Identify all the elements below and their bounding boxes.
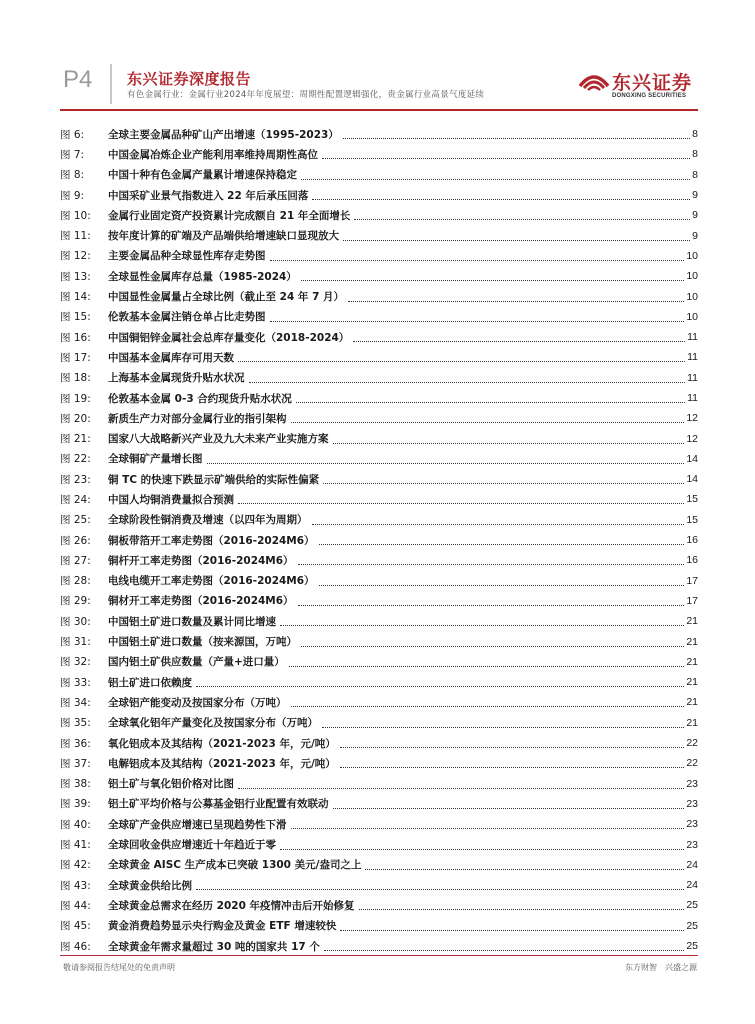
figure-title: 全球黄金 AISC 生产成本已突破 1300 美元/盎司之上	[108, 859, 362, 872]
dot-leader	[291, 705, 685, 707]
figure-title: 中国铝土矿进口数量及累计同比增速	[108, 615, 276, 628]
toc-entry[interactable]	[60, 469, 698, 489]
figure-label: 图 35:	[60, 717, 91, 730]
dot-leader	[249, 381, 686, 383]
logo-mark-icon	[578, 64, 610, 96]
figure-label: 图 16:	[60, 331, 91, 344]
figure-label: 图 45:	[60, 920, 91, 933]
dot-leader	[354, 218, 690, 220]
dot-leader	[340, 746, 685, 748]
toc-entry[interactable]	[60, 408, 698, 428]
page-reference: 16	[686, 554, 698, 567]
figure-label: 图 10:	[60, 209, 91, 222]
figure-title: 中国十种有色金属产量累计增速保持稳定	[108, 169, 297, 182]
figure-title: 上海基本金属现货升贴水状况	[108, 372, 245, 385]
figure-title: 中国金属冶炼企业产能利用率维持周期性高位	[108, 148, 318, 161]
header-rule	[60, 109, 698, 111]
figure-label: 图 30:	[60, 615, 91, 628]
figure-label: 图 36:	[60, 737, 91, 750]
toc-entry[interactable]	[60, 672, 698, 692]
figure-title: 伦敦基本金属注销仓单占比走势图	[108, 311, 266, 324]
report-subtitle: 有色金属行业：金属行业2024年年度展望：周期性配置逻辑强化，贵金属行业高景气度延续	[127, 90, 485, 100]
dot-leader	[291, 421, 685, 423]
page-reference: 16	[686, 534, 698, 547]
footer-slogan: 东方财智 兴盛之源	[625, 963, 697, 972]
dot-leader	[296, 401, 685, 403]
toc-entry[interactable]	[60, 428, 698, 448]
figure-label: 图 41:	[60, 839, 91, 852]
dot-leader	[353, 340, 685, 342]
figure-label: 图 25:	[60, 514, 91, 527]
figure-label: 图 24:	[60, 493, 91, 506]
dot-leader	[340, 766, 685, 768]
toc-entry[interactable]	[60, 875, 698, 895]
dot-leader	[280, 624, 684, 626]
figure-title: 全球主要金属品种矿山产出增速（1995-2023）	[108, 128, 339, 141]
toc-entry[interactable]	[60, 814, 698, 834]
dot-leader	[324, 949, 684, 951]
dot-leader	[319, 584, 685, 586]
page-reference: 21	[686, 635, 698, 648]
dot-leader	[301, 645, 684, 647]
toc-entry[interactable]	[60, 550, 698, 570]
dot-leader	[298, 604, 685, 606]
toc-entry[interactable]	[60, 855, 698, 875]
figure-label: 图 27:	[60, 554, 91, 567]
page-reference: 21	[686, 615, 698, 628]
page-reference: 11	[687, 351, 698, 364]
figure-label: 图 34:	[60, 696, 91, 709]
figure-label: 图 23:	[60, 473, 91, 486]
figure-title: 伦敦基本金属 0-3 合约现货升贴水状况	[108, 392, 292, 405]
dot-leader	[298, 563, 685, 565]
toc-entry[interactable]	[60, 631, 698, 651]
toc-entry[interactable]	[60, 286, 698, 306]
dot-leader	[340, 929, 684, 931]
figure-label: 图 39:	[60, 798, 91, 811]
figure-title: 全球铜矿产量增长图	[108, 453, 203, 466]
toc-entry[interactable]	[60, 611, 698, 631]
page-reference: 24	[686, 858, 698, 871]
toc-entry[interactable]	[60, 774, 698, 794]
figure-label: 图 37:	[60, 757, 91, 770]
figure-label: 图 29:	[60, 595, 91, 608]
dot-leader	[238, 360, 685, 362]
dot-leader	[270, 259, 685, 261]
dot-leader	[238, 502, 684, 504]
page-reference: 22	[686, 757, 698, 770]
page-reference: 21	[686, 696, 698, 709]
figure-title: 铜 TC 的快速下跌显示矿端供给的实际性偏紧	[108, 473, 320, 486]
figure-title: 铝土矿进口依赖度	[108, 676, 192, 689]
dot-leader	[196, 888, 684, 890]
header-divider	[110, 64, 112, 104]
page-reference: 17	[686, 594, 698, 607]
page-reference: 10	[686, 270, 698, 283]
toc-entry[interactable]	[60, 449, 698, 469]
figure-label: 图 17:	[60, 351, 91, 364]
toc-entry[interactable]	[60, 388, 698, 408]
figure-title: 氧化铝成本及其结构（2021-2023 年，元/吨）	[108, 737, 336, 750]
toc-entry[interactable]	[60, 489, 698, 509]
toc-entry[interactable]	[60, 733, 698, 753]
page-reference: 23	[686, 797, 698, 810]
figure-title: 国家八大战略新兴产业及九大未来产业实施方案	[108, 433, 329, 446]
dot-leader	[322, 726, 684, 728]
toc-entry[interactable]	[60, 347, 698, 367]
page-reference: 14	[686, 452, 698, 465]
page-reference: 25	[686, 940, 698, 953]
page-reference: 21	[686, 655, 698, 668]
toc-entry[interactable]	[60, 368, 698, 388]
dot-leader	[270, 320, 685, 322]
page-reference: 9	[692, 209, 698, 222]
toc-entry[interactable]	[60, 225, 698, 245]
figure-title: 铜杆开工率走势图（2016-2024M6）	[108, 554, 294, 567]
figure-label: 图 9:	[60, 189, 85, 202]
page-reference: 11	[687, 331, 698, 344]
figure-title: 中国人均铜消费量拟合预测	[108, 493, 234, 506]
dot-leader	[301, 279, 685, 281]
figure-label: 图 43:	[60, 879, 91, 892]
page-reference: 12	[686, 432, 698, 445]
toc-entry[interactable]	[60, 692, 698, 712]
page-reference: 22	[686, 737, 698, 750]
figure-label: 图 20:	[60, 412, 91, 425]
figure-label: 图 33:	[60, 676, 91, 689]
footer-disclaimer: 敬请参阅报告结尾处的免责声明	[63, 963, 175, 972]
figure-title: 电解铝成本及其结构（2021-2023 年，元/吨）	[108, 757, 336, 770]
figure-label: 图 46:	[60, 940, 91, 953]
page-reference: 25	[686, 919, 698, 932]
toc-entry[interactable]	[60, 591, 698, 611]
dot-leader	[291, 827, 685, 829]
dot-leader	[323, 482, 684, 484]
page-reference: 10	[686, 310, 698, 323]
figure-label: 图 26:	[60, 534, 91, 547]
figure-title: 中国铜铝锌金属社会总库存量变化（2018-2024）	[108, 331, 350, 344]
toc-entry[interactable]	[60, 205, 698, 225]
figure-title: 按年度计算的矿端及产品端供给增速缺口显现放大	[108, 230, 339, 243]
page-reference: 11	[687, 392, 698, 404]
dot-leader	[238, 787, 684, 789]
toc-entry[interactable]	[60, 895, 698, 915]
figure-label: 图 12:	[60, 250, 91, 263]
figure-label: 图 22:	[60, 453, 91, 466]
toc-entry[interactable]	[60, 246, 698, 266]
logo-text-en: DONGXING SECURITIES	[612, 93, 687, 99]
figure-title: 铝土矿平均价格与公募基金铝行业配置有效联动	[108, 798, 329, 811]
company-logo	[578, 62, 698, 106]
figure-label: 图 40:	[60, 818, 91, 831]
page-reference: 21	[686, 716, 698, 729]
dot-leader	[348, 300, 684, 302]
toc-entry[interactable]	[60, 144, 698, 164]
toc-entry[interactable]	[60, 713, 698, 733]
dot-leader	[343, 239, 690, 241]
figure-label: 图 7:	[60, 148, 85, 161]
figure-label: 图 28:	[60, 575, 91, 588]
figure-title: 新质生产力对部分金属行业的指引架构	[108, 412, 287, 425]
page-reference: 23	[686, 838, 698, 851]
figure-title: 黄金消费趋势显示央行购金及黄金 ETF 增速较快	[108, 920, 337, 933]
dot-leader	[196, 685, 684, 687]
figure-label: 图 18:	[60, 372, 91, 385]
figure-label: 图 21:	[60, 433, 91, 446]
page-reference: 24	[686, 879, 698, 892]
page-reference: 15	[686, 513, 698, 526]
figure-label: 图 15:	[60, 311, 91, 324]
dot-leader	[322, 157, 690, 159]
figure-title: 铜板带箔开工率走势图（2016-2024M6）	[108, 534, 315, 547]
page-reference: 9	[692, 189, 698, 202]
figure-title: 铝土矿与氧化铝价格对比图	[108, 778, 234, 791]
figure-title: 中国显性金属量占全球比例（截止至 24 年 7 月）	[108, 291, 345, 304]
figure-label: 图 19:	[60, 392, 91, 405]
figure-title: 全球黄金总需求在经历 2020 年疫情冲击后开始修复	[108, 899, 355, 912]
figure-label: 图 32:	[60, 656, 91, 669]
footer-rule	[60, 955, 698, 956]
page-reference: 9	[692, 229, 698, 242]
toc-entry[interactable]	[60, 165, 698, 185]
dot-leader	[319, 543, 685, 545]
figure-label: 图 6:	[60, 128, 85, 141]
logo-text-cn: 东兴证券	[612, 72, 693, 94]
page-number: P4	[63, 66, 93, 93]
page-reference: 10	[686, 290, 698, 303]
dot-leader	[333, 442, 685, 444]
dot-leader	[312, 198, 690, 200]
toc-entry[interactable]	[60, 327, 698, 347]
page-reference: 11	[687, 371, 698, 384]
figure-label: 图 44:	[60, 899, 91, 912]
figure-title: 全球铝产能变动及按国家分布（万吨）	[108, 696, 287, 709]
page-reference: 8	[692, 168, 698, 181]
figure-title: 全球阶段性铜消费及增速（以四年为周期）	[108, 514, 308, 527]
figure-label: 图 13:	[60, 270, 91, 283]
dot-leader	[301, 178, 690, 180]
figure-title: 全球矿产金供应增速已呈现趋势性下滑	[108, 818, 287, 831]
figure-title: 主要金属品种全球显性库存走势图	[108, 250, 266, 263]
page-reference: 14	[686, 473, 698, 486]
page-reference: 10	[686, 249, 698, 262]
figure-title: 全球黄金年需求量超过 30 吨的国家共 17 个	[108, 940, 320, 953]
toc-entry[interactable]	[60, 530, 698, 550]
toc-entry[interactable]	[60, 936, 698, 956]
dot-leader	[333, 807, 685, 809]
toc-entry[interactable]	[60, 916, 698, 936]
toc-entry[interactable]	[60, 753, 698, 773]
dot-leader	[365, 868, 684, 870]
page-reference: 12	[686, 412, 698, 425]
page-reference: 8	[692, 128, 698, 141]
dot-leader	[359, 908, 685, 910]
toc-entry[interactable]	[60, 794, 698, 814]
page-reference: 17	[686, 574, 698, 587]
report-title: 东兴证券深度报告	[127, 70, 252, 88]
page-reference: 23	[686, 777, 698, 790]
figure-title: 全球黄金供给比例	[108, 879, 192, 892]
toc-entry[interactable]	[60, 185, 698, 205]
figure-title: 中国采矿业景气指数进入 22 年后承压回落	[108, 189, 309, 202]
figure-title: 铜材开工率走势图（2016-2024M6）	[108, 595, 294, 608]
toc-entry[interactable]	[60, 834, 698, 854]
figure-label: 图 42:	[60, 859, 91, 872]
toc-entry[interactable]	[60, 124, 698, 144]
page-reference: 8	[692, 148, 698, 161]
page-reference: 23	[686, 818, 698, 831]
figure-label: 图 14:	[60, 291, 91, 304]
toc-entry[interactable]	[60, 652, 698, 672]
dot-leader	[280, 848, 684, 850]
figure-title: 电线电缆开工率走势图（2016-2024M6）	[108, 575, 315, 588]
toc-entry[interactable]	[60, 307, 698, 327]
toc-entry[interactable]	[60, 510, 698, 530]
figure-label: 图 8:	[60, 169, 85, 182]
figure-title: 全球回收金供应增速近十年趋近于零	[108, 839, 276, 852]
figure-title: 中国基本金属库存可用天数	[108, 351, 234, 364]
dot-leader	[289, 665, 685, 667]
toc-entry[interactable]	[60, 266, 698, 286]
figure-title: 中国铝土矿进口数量（按来源国，万吨）	[108, 636, 297, 649]
page-reference: 15	[686, 493, 698, 506]
figure-title: 全球显性金属库存总量（1985-2024）	[108, 270, 297, 283]
dot-leader	[312, 523, 685, 525]
figure-title: 金属行业固定资产投资累计完成额自 21 年全面增长	[108, 209, 351, 222]
page-reference: 21	[686, 676, 698, 689]
toc-entry[interactable]	[60, 571, 698, 591]
page-header	[0, 0, 755, 110]
figure-label: 图 31:	[60, 636, 91, 649]
dot-leader	[343, 137, 690, 139]
figure-title: 国内铝土矿供应数量（产量+进口量）	[108, 656, 285, 669]
figure-label: 图 11:	[60, 230, 91, 243]
page-reference: 25	[686, 899, 698, 912]
figure-title: 全球氧化铝年产量变化及按国家分布（万吨）	[108, 717, 318, 730]
figure-label: 图 38:	[60, 778, 91, 791]
dot-leader	[207, 462, 685, 464]
figure-list	[60, 124, 698, 956]
